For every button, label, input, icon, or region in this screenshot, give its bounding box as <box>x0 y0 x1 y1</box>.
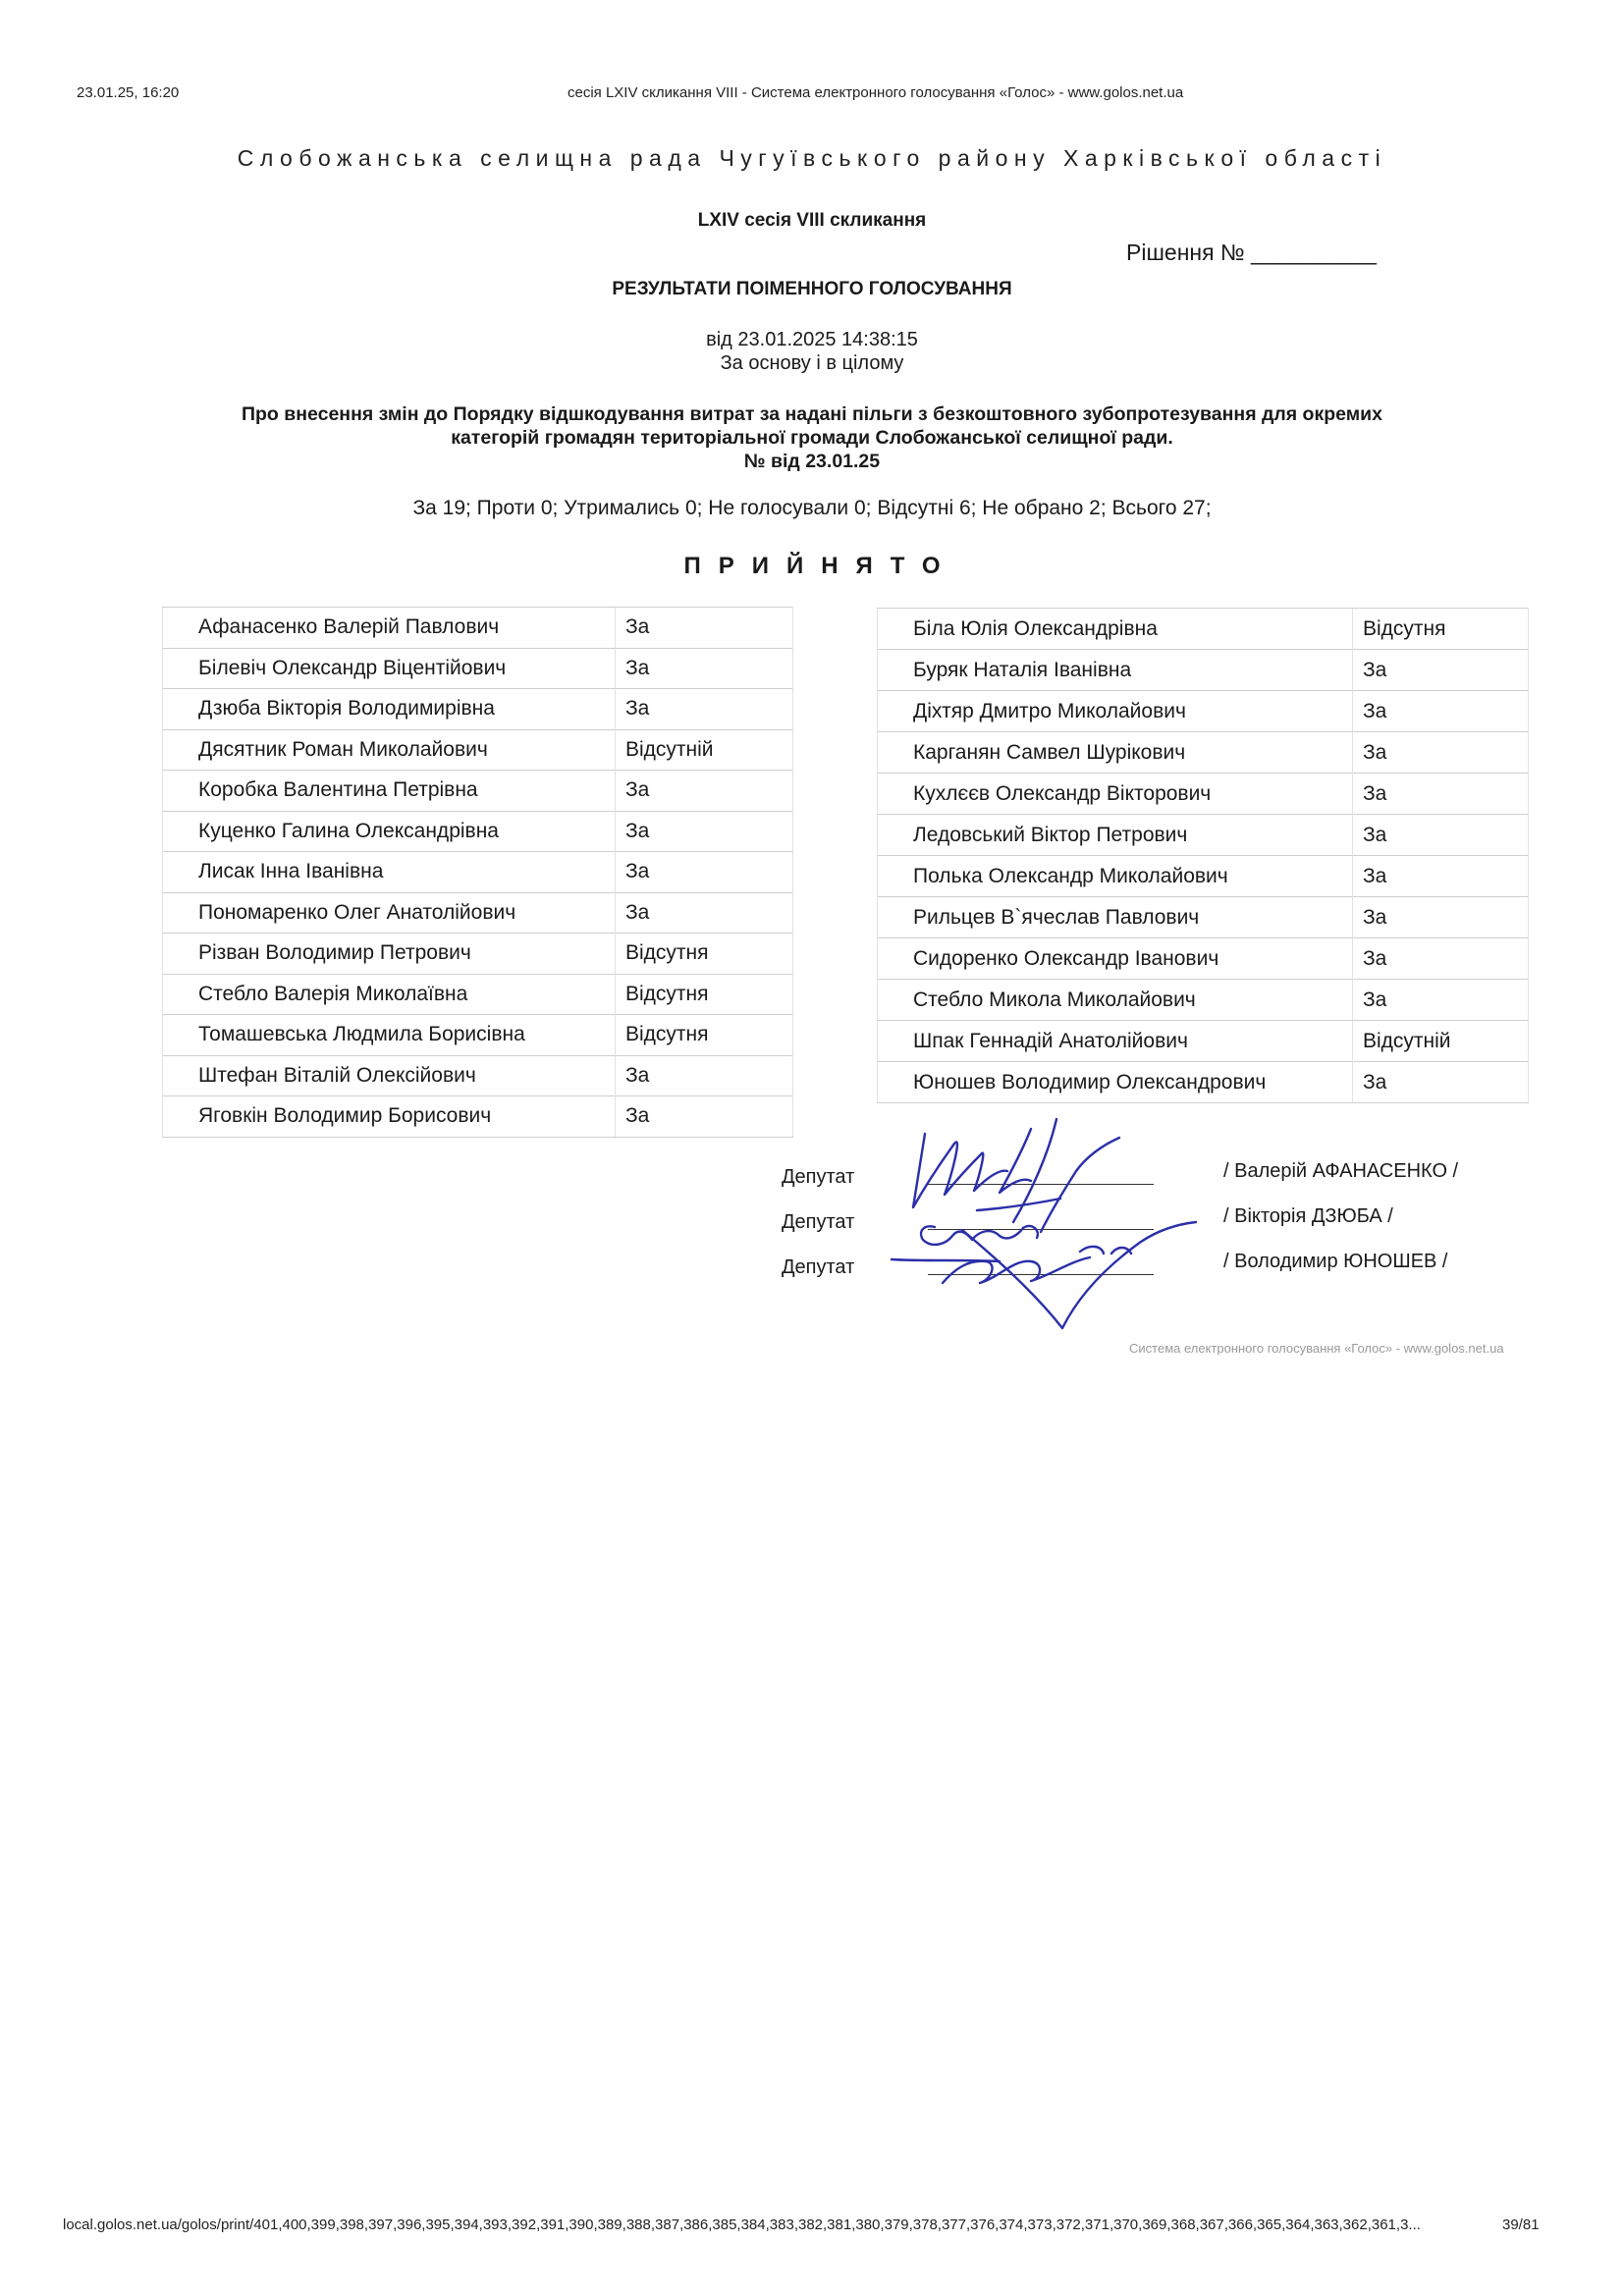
deputy-name: Сидоренко Олександр Іванович <box>878 938 1353 980</box>
signature-label: Депутат <box>782 1166 855 1188</box>
votes-table-left <box>162 607 793 1138</box>
deputy-vote: Відсутня <box>616 1015 793 1056</box>
deputy-vote: Відсутня <box>616 934 793 975</box>
deputy-row <box>163 1055 793 1096</box>
deputy-name: Дясятник Роман Миколайович <box>163 729 616 771</box>
deputy-vote: За <box>1353 732 1529 774</box>
deputy-vote: Відсутня <box>1353 609 1529 650</box>
deputy-name: Кухлєєв Олександр Вікторович <box>878 774 1353 815</box>
handwritten-signatures <box>884 1114 1218 1335</box>
deputy-vote: За <box>1353 856 1529 897</box>
deputy-name: Рильцев В`ячеслав Павлович <box>878 897 1353 938</box>
deputy-name: Коробка Валентина Петрівна <box>163 771 616 812</box>
deputy-row <box>878 1062 1529 1103</box>
deputy-row <box>163 648 793 689</box>
decision-subject <box>147 402 1477 473</box>
deputy-name: Яговкін Володимир Борисович <box>163 1096 616 1138</box>
signature-label: Депутат <box>782 1211 855 1233</box>
deputy-row <box>878 774 1529 815</box>
deputy-row <box>878 980 1529 1021</box>
deputy-vote: За <box>1353 774 1529 815</box>
signatory-name: / Валерій АФАНАСЕНКО / <box>1223 1160 1459 1182</box>
deputy-name: Юношев Володимир Олександрович <box>878 1062 1353 1103</box>
deputy-row <box>163 689 793 730</box>
deputy-name: Пономаренко Олег Анатолійович <box>163 892 616 934</box>
vote-basis: За основу і в цілому <box>720 352 904 374</box>
deputy-row <box>878 1021 1529 1062</box>
deputy-name: Стебло Валерія Миколаївна <box>163 974 616 1015</box>
deputy-name: Полька Олександр Миколайович <box>878 856 1353 897</box>
council-name: Слобожанська селищна рада Чугуївського району Харківської області <box>237 145 1387 171</box>
deputy-row <box>163 852 793 893</box>
deputy-name: Біла Юлія Олександрівна <box>878 609 1353 650</box>
deputy-name: Штефан Віталій Олексійович <box>163 1055 616 1096</box>
deputy-name: Стебло Микола Миколайович <box>878 980 1353 1021</box>
deputy-row <box>163 974 793 1015</box>
deputy-name: Різван Володимир Петрович <box>163 934 616 975</box>
subject-line-2: категорій громадян територіальної громади Слобожанської селищної ради. <box>451 427 1173 449</box>
deputy-row <box>878 815 1529 856</box>
deputy-row <box>878 732 1529 774</box>
deputy-row <box>163 811 793 852</box>
deputy-vote: За <box>1353 938 1529 980</box>
decision-number: Рішення № __________ <box>1126 240 1377 265</box>
print-page-title: сесія LXIV скликання VIII - Система електронного голосування «Голос» - www.golos.net.ua <box>568 84 1184 101</box>
deputy-name: Лисак Інна Іванівна <box>163 852 616 893</box>
deputy-name: Куценко Галина Олександрівна <box>163 811 616 852</box>
deputy-vote: За <box>616 892 793 934</box>
signatory-name: / Володимир ЮНОШЕВ / <box>1223 1251 1448 1272</box>
deputy-vote: Відсутній <box>616 729 793 771</box>
deputy-name: Буряк Наталія Іванівна <box>878 650 1353 691</box>
deputy-row <box>163 892 793 934</box>
deputy-vote: За <box>616 1096 793 1138</box>
deputy-name: Діхтяр Дмитро Миколайович <box>878 691 1353 732</box>
session-title: LXIV сесія VIII скликання <box>697 210 927 231</box>
subject-line-3: № від 23.01.25 <box>743 451 881 472</box>
deputy-row <box>163 771 793 812</box>
deputy-vote: За <box>616 648 793 689</box>
deputy-row <box>878 691 1529 732</box>
deputy-vote: За <box>1353 815 1529 856</box>
deputy-vote: За <box>1353 650 1529 691</box>
deputy-vote: За <box>1353 897 1529 938</box>
deputy-row <box>163 608 793 649</box>
print-datetime: 23.01.25, 16:20 <box>77 84 180 101</box>
deputy-vote: За <box>1353 1062 1529 1103</box>
votes-table-right <box>877 608 1529 1103</box>
vote-totals: За 19; Проти 0; Утримались 0; Не голосували 0; Відсутні 6; Не обрано 2; Всього 27; <box>412 497 1212 519</box>
vote-result: ПРИЙНЯТО <box>683 553 958 579</box>
deputy-vote: За <box>616 811 793 852</box>
deputy-vote: За <box>616 771 793 812</box>
print-url: local.golos.net.ua/golos/print/401,400,399,398,397,396,395,394,393,392,391,390,389,388,387,386,385,384,383,382,381,380,379,378,377,376,374,373,372,371,370,369,368,367,366,365,364,363,362,361,3... <box>63 2216 1421 2233</box>
deputy-vote: За <box>616 608 793 649</box>
deputy-name: Білевіч Олександр Віцентійович <box>163 648 616 689</box>
results-title: РЕЗУЛЬТАТИ ПОІМЕННОГО ГОЛОСУВАННЯ <box>612 279 1012 299</box>
deputy-vote: За <box>1353 691 1529 732</box>
page-number: 39/81 <box>1502 2216 1540 2233</box>
deputy-vote: Відсутній <box>1353 1021 1529 1062</box>
deputy-row <box>878 650 1529 691</box>
system-watermark: Система електронного голосування «Голос» - www.golos.net.ua <box>1129 1341 1504 1356</box>
deputy-row <box>163 934 793 975</box>
deputy-row <box>163 729 793 771</box>
deputy-vote: За <box>616 1055 793 1096</box>
vote-datetime: від 23.01.2025 14:38:15 <box>706 329 918 350</box>
subject-line-1: Про внесення змін до Порядку відшкодування витрат за надані пільги з безкоштовного зубопротезування для окремих <box>242 403 1382 425</box>
deputy-row <box>163 1096 793 1138</box>
deputy-row <box>878 856 1529 897</box>
deputy-name: Дзюба Вікторія Володимирівна <box>163 689 616 730</box>
deputy-vote: За <box>616 689 793 730</box>
signatory-name: / Вікторія ДЗЮБА / <box>1223 1205 1393 1227</box>
deputy-name: Карганян Самвел Шурікович <box>878 732 1353 774</box>
deputy-vote: За <box>616 852 793 893</box>
deputy-name: Афанасенко Валерій Павлович <box>163 608 616 649</box>
deputy-row <box>878 609 1529 650</box>
deputy-row <box>878 897 1529 938</box>
deputy-name: Ледовський Віктор Петрович <box>878 815 1353 856</box>
deputy-name: Шпак Геннадій Анатолійович <box>878 1021 1353 1062</box>
deputy-vote: За <box>1353 980 1529 1021</box>
signature-label: Депутат <box>782 1256 855 1278</box>
deputy-row <box>163 1015 793 1056</box>
deputy-row <box>878 938 1529 980</box>
deputy-name: Томашевська Людмила Борисівна <box>163 1015 616 1056</box>
deputy-vote: Відсутня <box>616 974 793 1015</box>
